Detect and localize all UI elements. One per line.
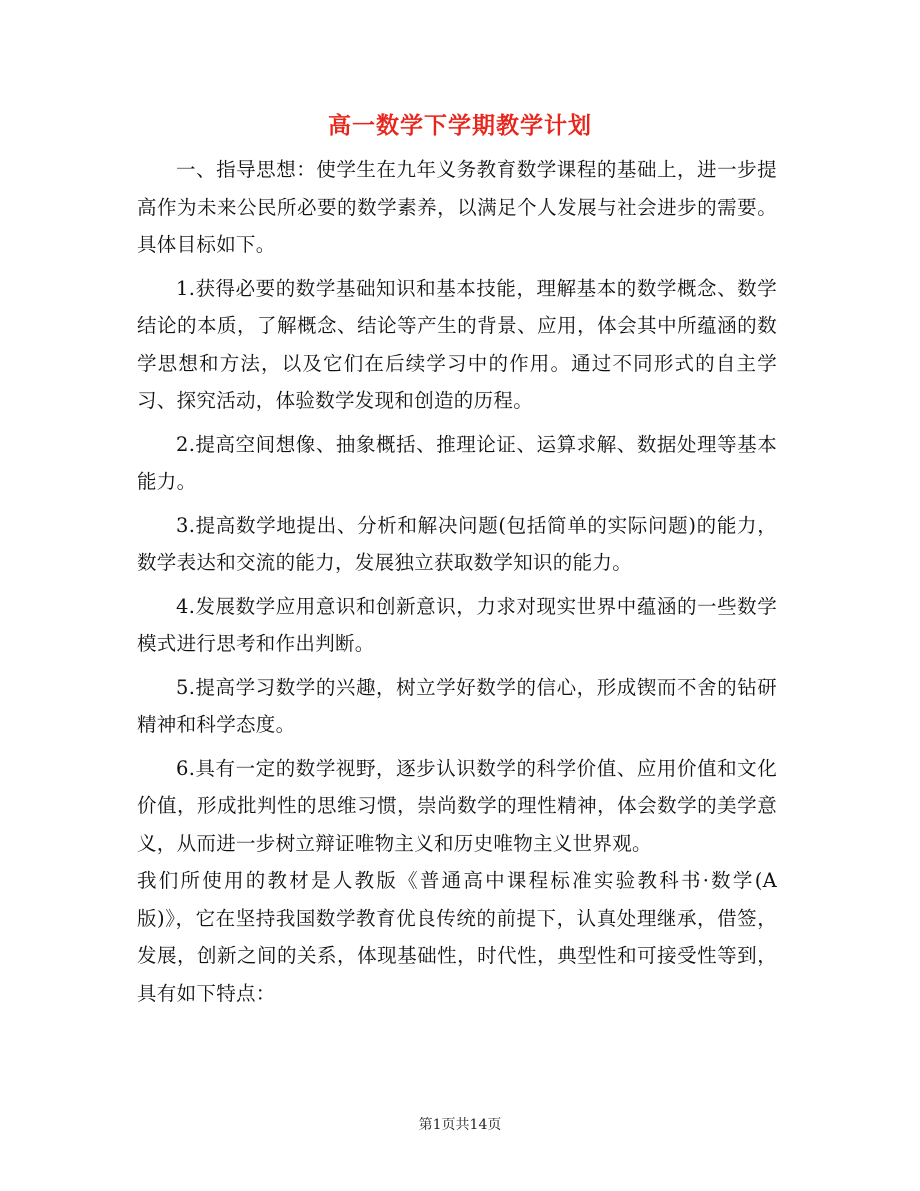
paragraph-goal-6: 6.具有一定的数学视野，逐步认识数学的科学价值、应用价值和文化价值，形成批判性的思维习惯，崇尚数学的理性精神，体会数学的美学意义，从而进一步树立辩证唯物主义和历史唯物主义世界观。 xyxy=(137,756,777,855)
paragraph-goal-1: 1.获得必要的数学基础知识和基本技能，理解基本的数学概念、数学结论的本质，了解概念、结论等产生的背景、应用，体会其中所蕴涵的数学思想和方法，以及它们在后续学习中的作用。通过不同形式的自主学习、探究活动，体验数学发现和创造的历程。 xyxy=(137,276,777,412)
paragraph-goal-2: 2.提高空间想像、抽象概括、推理论证、运算求解、数据处理等基本能力。 xyxy=(137,432,777,493)
paragraph-goal-4: 4.发展数学应用意识和创新意识，力求对现实世界中蕴涵的一些数学模式进行思考和作出判断。 xyxy=(137,594,777,655)
page-number: 第1页共14页 xyxy=(418,1117,502,1133)
paragraph-guiding-thought: 一、指导思想：使学生在九年义务教育数学课程的基础上，进一步提高作为未来公民所必要的数学素养，以满足个人发展与社会进步的需要。具体目标如下。 xyxy=(137,158,777,256)
paragraph-goal-3: 3.提高数学地提出、分析和解决问题(包括简单的实际问题)的能力，数学表达和交流的能力，发展独立获取数学知识的能力。 xyxy=(137,513,777,574)
paragraph-goal-5: 5.提高学习数学的兴趣，树立学好数学的信心，形成锲而不舍的钻研精神和科学态度。 xyxy=(137,675,777,736)
document-title: 高一数学下学期教学计划 xyxy=(328,112,592,139)
document-body xyxy=(137,151,777,1018)
paragraph-textbook: 我们所使用的教材是人教版《普通高中课程标准实验教科书·数学(A版)》，它在坚持我国数学教育优良传统的前提下，认真处理继承，借签，发展，创新之间的关系，体现基础性，时代性，典型性和可接受性等到，具有如下特点： xyxy=(137,869,777,1005)
